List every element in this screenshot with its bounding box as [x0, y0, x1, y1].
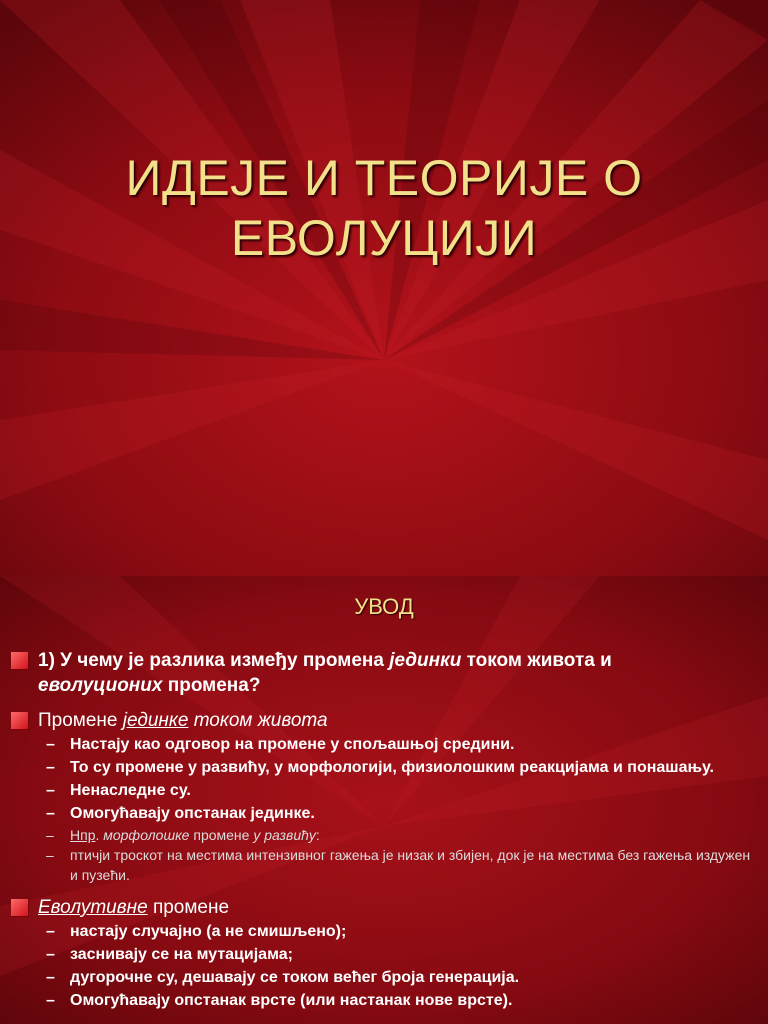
square-bullet-icon [11, 899, 29, 917]
example-item: – Нпр. морфолошке промене у развићу: [46, 827, 320, 843]
list-item: – Омогућавају опстанак врсте (или настанак нове врсте). [46, 992, 513, 1009]
question-bullet [8, 648, 760, 698]
question-text: промена? [162, 675, 261, 696]
question-text: током живота и [461, 650, 612, 671]
bullet-emphasis: Еволутивне [38, 897, 148, 918]
question-emphasis-individuals: јединки [389, 650, 462, 671]
list-item: – дугорочне су, дешавају се током већег броја генерација. [46, 969, 520, 986]
title-line-1: ИДЕЈЕ И ТЕОРИЈЕ О [125, 150, 643, 206]
list-item: – Омогућавају опстанак јединке. [46, 805, 315, 822]
square-bullet-icon [11, 712, 29, 730]
list-item: – Ненаследне су. [46, 782, 191, 799]
title-line-2: ЕВОЛУЦИЈИ [230, 210, 538, 266]
square-bullet-icon [11, 652, 29, 670]
list-item: – заснивају се на мутацијама; [46, 946, 293, 963]
bullet-text: промене [147, 897, 230, 918]
slide-title [0, 148, 768, 268]
list-item: – То су промене у развићу, у морфологији, физиолошким реакцијама и понашању. [46, 759, 714, 776]
intro-slide [0, 576, 768, 1024]
list-item: – Настају као одговор на промене у спољашњој средини. [46, 736, 515, 753]
bullet-emphasis: јединке [122, 710, 189, 731]
bullet-text: Промене [38, 710, 123, 731]
example-item: – птичји троскот на местима интензивног гажења је низак и збијен, док је на местима без гажења издужен и пузећи. [46, 847, 751, 883]
question-emphasis-evolutionary: еволуционих [38, 675, 163, 696]
individual-changes-bullet [8, 708, 760, 733]
slide-heading: УВОД [354, 594, 414, 619]
list-item: – настају случајно (а не смишљено); [46, 923, 347, 940]
evolutionary-changes-bullet [8, 895, 760, 920]
bullet-emphasis: током живота [193, 710, 328, 731]
slide-content [8, 646, 760, 1012]
question-text: 1) У чему је разлика између промена [38, 650, 390, 671]
